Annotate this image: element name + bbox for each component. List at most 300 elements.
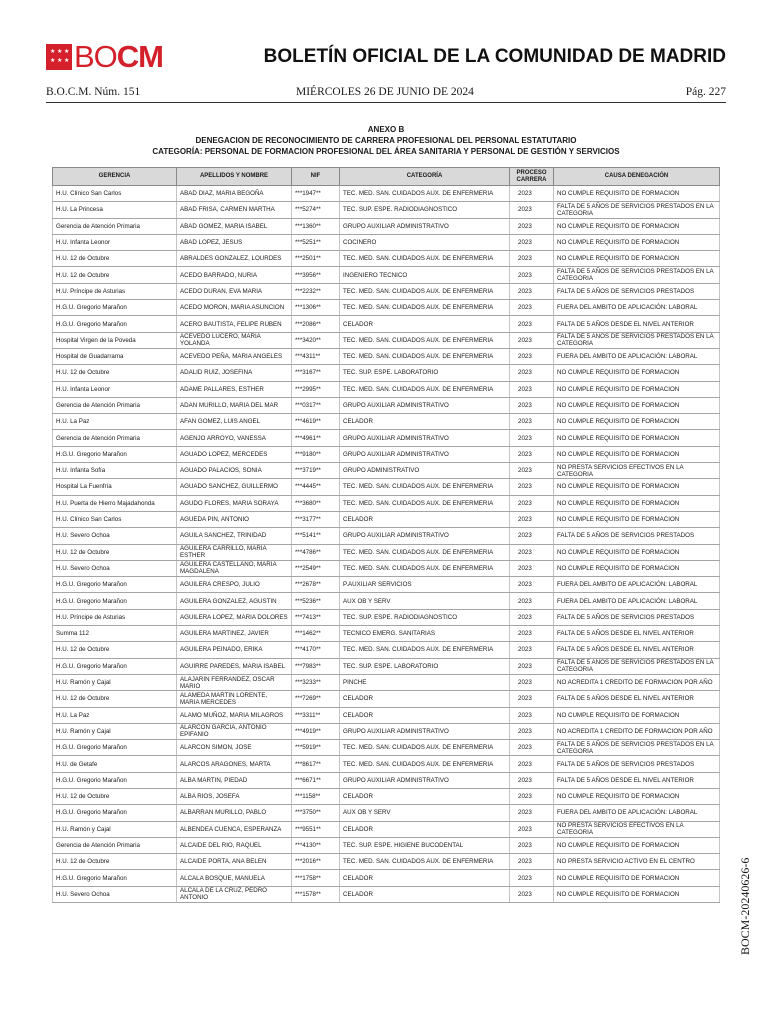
logo-text-cm: CM xyxy=(116,39,164,74)
cell-nif: ***1758** xyxy=(292,870,340,886)
table-row xyxy=(53,805,720,821)
cell-causa: NO CUMPLE REQUISITO DE FORMACION xyxy=(554,544,720,560)
cell-proceso: 2023 xyxy=(510,642,554,658)
cell-categoria: TECNICO EMERG. SANITARIAS xyxy=(340,626,510,642)
cell-nif: ***5274** xyxy=(292,202,340,218)
cell-gerencia: H.G.U. Gregorio Marañon xyxy=(53,805,177,821)
table-row xyxy=(53,886,720,902)
table-row xyxy=(53,854,720,870)
cell-apellidos: AFAN GOMEZ, LUIS ANGEL xyxy=(177,414,292,430)
cell-categoria: GRUPO AUXILIAR ADMINISTRATIVO xyxy=(340,528,510,544)
cell-nif: ***4619** xyxy=(292,414,340,430)
cell-gerencia: H.U. Príncipe de Asturias xyxy=(53,283,177,299)
cell-nif: ***4130** xyxy=(292,837,340,853)
table-row xyxy=(53,316,720,332)
table-row xyxy=(53,397,720,413)
cell-apellidos: ACERO BAUTISTA, FELIPE RUBEN xyxy=(177,316,292,332)
cell-causa: NO CUMPLE REQUISITO DE FORMACION xyxy=(554,430,720,446)
cell-apellidos: AGUILERA LOPEZ, MARIA DOLORES xyxy=(177,609,292,625)
cell-apellidos: AGUDO FLORES, MARIA SORAYA xyxy=(177,495,292,511)
denial-table xyxy=(52,167,720,903)
cell-gerencia: H.U. 12 de Octubre xyxy=(53,854,177,870)
table-row xyxy=(53,332,720,348)
cell-gerencia: Gerencia de Atención Primaria xyxy=(53,430,177,446)
header-rule xyxy=(46,102,726,103)
cell-nif: ***2678** xyxy=(292,577,340,593)
issue-date: MIÉRCOLES 26 DE JUNIO DE 2024 xyxy=(296,86,474,98)
cell-causa: NO ACREDITA 1 CREDITO DE FORMACION POR AÑO xyxy=(554,723,720,739)
cell-nif: ***1158** xyxy=(292,788,340,804)
table-row xyxy=(53,691,720,707)
cell-gerencia: H.U. 12 de Octubre xyxy=(53,251,177,267)
table-row xyxy=(53,544,720,560)
cell-apellidos: ALARCOS ARAGONES, MARTA xyxy=(177,756,292,772)
table-row xyxy=(53,479,720,495)
cell-apellidos: ALAMO MUÑOZ, MARIA MILAGROS xyxy=(177,707,292,723)
cell-nif: ***4919** xyxy=(292,723,340,739)
cell-causa: NO CUMPLE REQUISITO DE FORMACION xyxy=(554,397,720,413)
table-row xyxy=(53,365,720,381)
cell-proceso: 2023 xyxy=(510,430,554,446)
cell-gerencia: H.G.U. Gregorio Marañon xyxy=(53,772,177,788)
table-row xyxy=(53,772,720,788)
cell-categoria: TEC. MED. SAN. CUIDADOS AUX. DE ENFERMERIA xyxy=(340,740,510,756)
table-row xyxy=(53,234,720,250)
cell-proceso: 2023 xyxy=(510,446,554,462)
annex-heading xyxy=(46,124,726,157)
cell-causa: NO CUMPLE REQUISITO DE FORMACION xyxy=(554,381,720,397)
cell-causa: NO CUMPLE REQUISITO DE FORMACION xyxy=(554,870,720,886)
cell-proceso: 2023 xyxy=(510,381,554,397)
cell-proceso: 2023 xyxy=(510,463,554,479)
table-row xyxy=(53,202,720,218)
cell-gerencia: H.U. 12 de Octubre xyxy=(53,267,177,283)
cell-proceso: 2023 xyxy=(510,772,554,788)
cell-proceso: 2023 xyxy=(510,316,554,332)
cell-gerencia: H.U. Ramón y Cajal xyxy=(53,723,177,739)
cell-nif: ***8617** xyxy=(292,756,340,772)
cell-causa: NO CUMPLE REQUISITO DE FORMACION xyxy=(554,414,720,430)
cell-apellidos: AGUADO SANCHEZ, GUILLERMO xyxy=(177,479,292,495)
annex-title: ANEXO B xyxy=(367,125,405,134)
cell-categoria: TEC. MED. SAN. CUIDADOS AUX. DE ENFERMERIA xyxy=(340,283,510,299)
cell-categoria: TEC. MED. SAN. CUIDADOS AUX. DE ENFERMERIA xyxy=(340,854,510,870)
cell-categoria: AUX OB Y SERV xyxy=(340,593,510,609)
cell-causa: NO CUMPLE REQUISITO DE FORMACION xyxy=(554,511,720,527)
cell-categoria: GRUPO AUXILIAR ADMINISTRATIVO xyxy=(340,446,510,462)
cell-apellidos: ALARCON SIMON, JOSE xyxy=(177,740,292,756)
annex-category: CATEGORÍA: PERSONAL DE FORMACION PROFESIONAL DEL ÁREA SANITARIA Y PERSONAL DE GESTIÓN Y SERVICIOS xyxy=(152,147,620,156)
cell-categoria: INGENIERO TECNICO xyxy=(340,267,510,283)
cell-causa: FALTA DE 5 AÑOS DESDE EL NIVEL ANTERIOR xyxy=(554,691,720,707)
cell-gerencia: Gerencia de Atención Primaria xyxy=(53,837,177,853)
table-row xyxy=(53,414,720,430)
cell-proceso: 2023 xyxy=(510,267,554,283)
cell-categoria: TEC. MED. SAN. CUIDADOS AUX. DE ENFERMERIA xyxy=(340,348,510,364)
cell-gerencia: H.G.U. Gregorio Marañon xyxy=(53,593,177,609)
table-row xyxy=(53,642,720,658)
cell-causa: NO CUMPLE REQUISITO DE FORMACION xyxy=(554,837,720,853)
cell-causa: NO CUMPLE REQUISITO DE FORMACION xyxy=(554,495,720,511)
table-row xyxy=(53,511,720,527)
cell-causa: FALTA DE 5 AÑOS DE SERVICIOS PRESTADOS xyxy=(554,528,720,544)
cell-nif: ***3177** xyxy=(292,511,340,527)
cell-nif: ***5919** xyxy=(292,740,340,756)
table-row xyxy=(53,251,720,267)
cell-proceso: 2023 xyxy=(510,691,554,707)
cell-nif: ***2549** xyxy=(292,560,340,576)
col-header-nif: NIF xyxy=(292,168,340,186)
table-row xyxy=(53,463,720,479)
cell-proceso: 2023 xyxy=(510,788,554,804)
cell-nif: ***6671** xyxy=(292,772,340,788)
cell-proceso: 2023 xyxy=(510,479,554,495)
cell-proceso: 2023 xyxy=(510,577,554,593)
cell-categoria: TEC. MED. SAN. CUIDADOS AUX. DE ENFERMERIA xyxy=(340,251,510,267)
cell-proceso: 2023 xyxy=(510,756,554,772)
cell-causa: NO CUMPLE REQUISITO DE FORMACION xyxy=(554,446,720,462)
cell-apellidos: AGUADO LOPEZ, MERCEDES xyxy=(177,446,292,462)
publication-title: BOLETÍN OFICIAL DE LA COMUNIDAD DE MADRID xyxy=(263,46,726,67)
cell-categoria: TEC. MED. SAN. CUIDADOS AUX. DE ENFERMERIA xyxy=(340,756,510,772)
cell-gerencia: H.U. 12 de Octubre xyxy=(53,788,177,804)
cell-nif: ***0317** xyxy=(292,397,340,413)
cell-causa: FALTA DE 5 AÑOS DE SERVICIOS PRESTADOS xyxy=(554,283,720,299)
cell-proceso: 2023 xyxy=(510,886,554,902)
cell-gerencia: H.U. Infanta Leonor xyxy=(53,234,177,250)
cell-gerencia: H.G.U. Gregorio Marañon xyxy=(53,740,177,756)
cell-apellidos: ABAD DIAZ, MARIA BEGOÑA xyxy=(177,186,292,202)
table-row xyxy=(53,528,720,544)
cell-gerencia: H.U. Príncipe de Asturias xyxy=(53,609,177,625)
cell-gerencia: H.U. La Princesa xyxy=(53,202,177,218)
cell-apellidos: AGUILERA PEINADO, ERIKA xyxy=(177,642,292,658)
cell-proceso: 2023 xyxy=(510,837,554,853)
table-header-row xyxy=(53,168,720,186)
cell-categoria: CELADOR xyxy=(340,414,510,430)
cell-gerencia: Hospital de Guadarrama xyxy=(53,348,177,364)
cell-gerencia: H.U. Ramón y Cajal xyxy=(53,821,177,837)
cell-nif: ***2995** xyxy=(292,381,340,397)
cell-nif: ***3420** xyxy=(292,332,340,348)
cell-nif: ***2086** xyxy=(292,316,340,332)
table-row xyxy=(53,593,720,609)
cell-gerencia: H.U. Ramón y Cajal xyxy=(53,674,177,690)
cell-gerencia: H.G.U. Gregorio Marañon xyxy=(53,300,177,316)
cell-causa: NO CUMPLE REQUISITO DE FORMACION xyxy=(554,788,720,804)
cell-causa: NO CUMPLE REQUISITO DE FORMACION xyxy=(554,365,720,381)
page-number: Pág. 227 xyxy=(685,86,726,98)
cell-proceso: 2023 xyxy=(510,626,554,642)
cell-nif: ***3167** xyxy=(292,365,340,381)
cell-causa: NO CUMPLE REQUISITO DE FORMACION xyxy=(554,479,720,495)
cell-proceso: 2023 xyxy=(510,674,554,690)
cell-categoria: TEC. MED. SAN. CUIDADOS AUX. DE ENFERMERIA xyxy=(340,560,510,576)
cell-nif: ***1462** xyxy=(292,626,340,642)
cell-gerencia: H.G.U. Gregorio Marañon xyxy=(53,658,177,674)
table-row xyxy=(53,821,720,837)
cell-proceso: 2023 xyxy=(510,854,554,870)
cell-apellidos: ALCAIDE PORTA, ANA BELEN xyxy=(177,854,292,870)
cell-causa: FALTA DE 5 AÑOS DESDE EL NIVEL ANTERIOR xyxy=(554,642,720,658)
cell-apellidos: ACEVEDO LUCERO, MARIA YOLANDA xyxy=(177,332,292,348)
cell-categoria: TEC. SUP. ESPE. RADIODIAGNOSTICO xyxy=(340,202,510,218)
cell-apellidos: ADAN MURILLO, MARIA DEL MAR xyxy=(177,397,292,413)
cell-gerencia: H.G.U. Gregorio Marañon xyxy=(53,870,177,886)
cell-causa: NO CUMPLE REQUISITO DE FORMACION xyxy=(554,886,720,902)
bocm-logo xyxy=(46,40,163,74)
cell-categoria: COCINERO xyxy=(340,234,510,250)
cell-gerencia: H.U. 12 de Octubre xyxy=(53,544,177,560)
cell-categoria: GRUPO AUXILIAR ADMINISTRATIVO xyxy=(340,430,510,446)
cell-nif: ***5236** xyxy=(292,593,340,609)
cell-categoria: CELADOR xyxy=(340,821,510,837)
cell-proceso: 2023 xyxy=(510,414,554,430)
cell-proceso: 2023 xyxy=(510,658,554,674)
cell-categoria: TEC. MED. SAN. CUIDADOS AUX. DE ENFERMERIA xyxy=(340,642,510,658)
cell-gerencia: H.U. Infanta Leonor xyxy=(53,381,177,397)
cell-categoria: TEC. MED. SAN. CUIDADOS AUX. DE ENFERMERIA xyxy=(340,381,510,397)
cell-nif: ***4961** xyxy=(292,430,340,446)
table-row xyxy=(53,283,720,299)
cell-gerencia: Summa 112 xyxy=(53,626,177,642)
cell-proceso: 2023 xyxy=(510,300,554,316)
cell-causa: NO CUMPLE REQUISITO DE FORMACION xyxy=(554,234,720,250)
table-row xyxy=(53,300,720,316)
madrid-stars-icon: ★ ★ ★ ★ ★ ★ xyxy=(46,44,72,70)
cell-gerencia: H.U. La Paz xyxy=(53,414,177,430)
cell-apellidos: ALARCON GARCIA, ANTONIO EPIFANIO xyxy=(177,723,292,739)
cell-proceso: 2023 xyxy=(510,528,554,544)
cell-causa: FUERA DEL AMBITO DE APLICACIÓN: LABORAL xyxy=(554,348,720,364)
cell-categoria: TEC. SUP. ESPE. LABORATORIO xyxy=(340,658,510,674)
table-row xyxy=(53,837,720,853)
cell-proceso: 2023 xyxy=(510,397,554,413)
cell-categoria: PINCHE xyxy=(340,674,510,690)
cell-causa: NO CUMPLE REQUISITO DE FORMACION xyxy=(554,186,720,202)
cell-apellidos: ALAJARIN FERRANDEZ, OSCAR MARIO xyxy=(177,674,292,690)
cell-causa: NO PRESTA SERVICIOS EFECTIVOS EN LA CATEGORIA xyxy=(554,821,720,837)
cell-nif: ***4445** xyxy=(292,479,340,495)
table-row xyxy=(53,446,720,462)
cell-categoria: TEC. MED. SAN. CUIDADOS AUX. DE ENFERMERIA xyxy=(340,186,510,202)
cell-gerencia: H.U. Puerta de Hierro Majadahonda xyxy=(53,495,177,511)
table-row xyxy=(53,609,720,625)
cell-proceso: 2023 xyxy=(510,870,554,886)
cell-nif: ***5251** xyxy=(292,234,340,250)
cell-causa: FUERA DEL AMBITO DE APLICACIÓN: LABORAL xyxy=(554,577,720,593)
cell-proceso: 2023 xyxy=(510,740,554,756)
cell-categoria: AUX OB Y SERV xyxy=(340,805,510,821)
cell-proceso: 2023 xyxy=(510,234,554,250)
cell-causa: NO CUMPLE REQUISITO DE FORMACION xyxy=(554,560,720,576)
cell-proceso: 2023 xyxy=(510,593,554,609)
cell-proceso: 2023 xyxy=(510,218,554,234)
cell-apellidos: ADALID RUIZ, JOSEFINA xyxy=(177,365,292,381)
cell-gerencia: Hospital La Fuenfría xyxy=(53,479,177,495)
cell-apellidos: ACEDO DURAN, EVA MARIA xyxy=(177,283,292,299)
table-row xyxy=(53,577,720,593)
cell-apellidos: AGENJO ARROYO, VANESSA xyxy=(177,430,292,446)
col-header-apellidos: APELLIDOS Y NOMBRE xyxy=(177,168,292,186)
cell-apellidos: ADAME PALLARES, ESTHER xyxy=(177,381,292,397)
cell-nif: ***5141** xyxy=(292,528,340,544)
cell-apellidos: AGUILERA CASTELLANO, MARIA MAGDALENA xyxy=(177,560,292,576)
issue-number: B.O.C.M. Núm. 151 xyxy=(46,86,141,98)
cell-categoria: CELADOR xyxy=(340,870,510,886)
cell-apellidos: ALCALA BOSQUE, MANUELA xyxy=(177,870,292,886)
cell-gerencia: H.U. de Getafe xyxy=(53,756,177,772)
cell-apellidos: AGUILERA MARTINEZ, JAVIER xyxy=(177,626,292,642)
cell-nif: ***1360** xyxy=(292,218,340,234)
table-row xyxy=(53,740,720,756)
table-row xyxy=(53,756,720,772)
table-row xyxy=(53,870,720,886)
table-row xyxy=(53,626,720,642)
cell-apellidos: ACEDO MORON, MARIA ASUNCION xyxy=(177,300,292,316)
cell-categoria: GRUPO ADMINISTRATIVO xyxy=(340,463,510,479)
cell-proceso: 2023 xyxy=(510,560,554,576)
cell-proceso: 2023 xyxy=(510,251,554,267)
cell-proceso: 2023 xyxy=(510,283,554,299)
cell-proceso: 2023 xyxy=(510,609,554,625)
cell-categoria: CELADOR xyxy=(340,691,510,707)
cell-categoria: TEC. MED. SAN. CUIDADOS AUX. DE ENFERMERIA xyxy=(340,300,510,316)
cell-nif: ***2016** xyxy=(292,854,340,870)
cell-gerencia: H.U. La Paz xyxy=(53,707,177,723)
cell-proceso: 2023 xyxy=(510,805,554,821)
cell-apellidos: ALBARRAN MURILLO, PABLO xyxy=(177,805,292,821)
cell-nif: ***7983** xyxy=(292,658,340,674)
cell-categoria: TEC. SUP. ESPE. RADIODIAGNOSTICO xyxy=(340,609,510,625)
cell-categoria: GRUPO AUXILIAR ADMINISTRATIVO xyxy=(340,397,510,413)
table-row xyxy=(53,381,720,397)
cell-apellidos: AGUILERA GONZALEZ, AGUSTIN xyxy=(177,593,292,609)
cell-nif: ***3233** xyxy=(292,674,340,690)
cell-gerencia: H.G.U. Gregorio Marañon xyxy=(53,577,177,593)
cell-categoria: TEC. MED. SAN. CUIDADOS AUX. DE ENFERMERIA xyxy=(340,479,510,495)
table-row xyxy=(53,430,720,446)
cell-nif: ***3750** xyxy=(292,805,340,821)
cell-apellidos: ALAMEDA MARTIN LORENTE, MARIA MERCEDES xyxy=(177,691,292,707)
cell-categoria: CELADOR xyxy=(340,511,510,527)
cell-proceso: 2023 xyxy=(510,332,554,348)
cell-nif: ***2501** xyxy=(292,251,340,267)
cell-apellidos: AGUADO PALACIOS, SONIA xyxy=(177,463,292,479)
col-header-proceso: PROCESO CARRERA xyxy=(510,168,554,186)
cell-gerencia: H.U. Clínico San Carlos xyxy=(53,511,177,527)
cell-causa: NO PRESTA SERVICIOS EFECTIVOS EN LA CATEGORIA xyxy=(554,463,720,479)
cell-gerencia: H.G.U. Gregorio Marañon xyxy=(53,446,177,462)
cell-causa: FUERA DEL AMBITO DE APLICACIÓN: LABORAL xyxy=(554,300,720,316)
cell-causa: FALTA DE 5 AÑOS DESDE EL NIVEL ANTERIOR xyxy=(554,316,720,332)
cell-categoria: GRUPO AUXILIAR ADMINISTRATIVO xyxy=(340,723,510,739)
cell-categoria: CELADOR xyxy=(340,707,510,723)
cell-causa: FALTA DE 5 AÑOS DE SERVICIOS PRESTADOS xyxy=(554,756,720,772)
cell-gerencia: H.U. 12 de Octubre xyxy=(53,365,177,381)
cell-apellidos: ACEDO BARRADO, NURIA xyxy=(177,267,292,283)
col-header-causa: CAUSA DENEGACIÓN xyxy=(554,168,720,186)
cell-nif: ***2232** xyxy=(292,283,340,299)
table-row xyxy=(53,267,720,283)
cell-categoria: TEC. MED. SAN. CUIDADOS AUX. DE ENFERMERIA xyxy=(340,495,510,511)
cell-apellidos: ACEVEDO PEÑA, MARIA ANGELES xyxy=(177,348,292,364)
cell-apellidos: ALBA MARTIN, PIEDAD xyxy=(177,772,292,788)
cell-apellidos: AGUEDA PIN, ANTONIO xyxy=(177,511,292,527)
table-body xyxy=(53,186,720,903)
cell-categoria: CELADOR xyxy=(340,316,510,332)
table-row xyxy=(53,218,720,234)
cell-nif: ***1306** xyxy=(292,300,340,316)
cell-causa: NO CUMPLE REQUISITO DE FORMACION xyxy=(554,218,720,234)
cell-apellidos: AGUILERA CRESPO, JULIO xyxy=(177,577,292,593)
cell-proceso: 2023 xyxy=(510,821,554,837)
cell-causa: NO CUMPLE REQUISITO DE FORMACION xyxy=(554,251,720,267)
cell-proceso: 2023 xyxy=(510,495,554,511)
cell-apellidos: ABAD LOPEZ, JESUS xyxy=(177,234,292,250)
cell-gerencia: Hospital Virgen de la Poveda xyxy=(53,332,177,348)
cell-gerencia: H.U. Clínico San Carlos xyxy=(53,186,177,202)
table-row xyxy=(53,674,720,690)
table-row xyxy=(53,707,720,723)
cell-apellidos: AGUIRRE PAREDES, MARIA ISABEL xyxy=(177,658,292,674)
cell-causa: FALTA DE 5 AÑOS DE SERVICIOS PRESTADOS EN LA CATEGORIA xyxy=(554,202,720,218)
cell-nif: ***3956** xyxy=(292,267,340,283)
cell-nif: ***4170** xyxy=(292,642,340,658)
cell-nif: ***3680** xyxy=(292,495,340,511)
cell-gerencia: H.U. Infanta Sofía xyxy=(53,463,177,479)
cell-proceso: 2023 xyxy=(510,544,554,560)
cell-causa: FALTA DE 5 AÑOS DESDE EL NIVEL ANTERIOR xyxy=(554,772,720,788)
cell-proceso: 2023 xyxy=(510,723,554,739)
cell-apellidos: AGUILA SANCHEZ, TRINIDAD xyxy=(177,528,292,544)
cell-categoria: GRUPO AUXILIAR ADMINISTRATIVO xyxy=(340,772,510,788)
cell-nif: ***4311** xyxy=(292,348,340,364)
table-row xyxy=(53,495,720,511)
cell-apellidos: ALCAIDE DEL RIO, RAQUEL xyxy=(177,837,292,853)
cell-nif: ***9180** xyxy=(292,446,340,462)
cell-apellidos: ALBA RIOS, JOSEFA xyxy=(177,788,292,804)
cell-causa: FALTA DE 5 AÑOS DESDE EL NIVEL ANTERIOR xyxy=(554,626,720,642)
table-row xyxy=(53,788,720,804)
cell-categoria: TEC. SUP. ESPE. HIGIENE BUCODENTAL xyxy=(340,837,510,853)
table-row xyxy=(53,723,720,739)
cell-nif: ***1947** xyxy=(292,186,340,202)
table-row xyxy=(53,348,720,364)
cell-categoria: TEC. MED. SAN. CUIDADOS AUX. DE ENFERMERIA xyxy=(340,544,510,560)
cell-causa: NO PRESTA SERVICIO ACTIVO EN EL CENTRO xyxy=(554,854,720,870)
cell-apellidos: ALCALA DE LA CRUZ, PEDRO ANTONIO xyxy=(177,886,292,902)
cell-categoria: P.AUXILIAR SERVICIOS xyxy=(340,577,510,593)
cell-gerencia: H.U. 12 de Octubre xyxy=(53,642,177,658)
cell-nif: ***7269** xyxy=(292,691,340,707)
cell-causa: NO CUMPLE REQUISITO DE FORMACION xyxy=(554,707,720,723)
cell-apellidos: AGUILERA CARRILLO, MARIA ESTHER xyxy=(177,544,292,560)
cell-proceso: 2023 xyxy=(510,511,554,527)
cell-gerencia: H.U. Severo Ochoa xyxy=(53,886,177,902)
cell-categoria: TEC. SUP. ESPE. LABORATORIO xyxy=(340,365,510,381)
col-header-gerencia: GERENCIA xyxy=(53,168,177,186)
cell-causa: FALTA DE 5 AÑOS DE SERVICIOS PRESTADOS xyxy=(554,609,720,625)
col-header-categoria: CATEGORÍA xyxy=(340,168,510,186)
cell-categoria: GRUPO AUXILIAR ADMINISTRATIVO xyxy=(340,218,510,234)
cell-proceso: 2023 xyxy=(510,186,554,202)
annex-subtitle: DENEGACION DE RECONOCIMIENTO DE CARRERA PROFESIONAL DEL PERSONAL ESTATUTARIO xyxy=(195,136,577,145)
cell-gerencia: Gerencia de Atención Primaria xyxy=(53,218,177,234)
cell-proceso: 2023 xyxy=(510,202,554,218)
cell-categoria: CELADOR xyxy=(340,788,510,804)
cell-nif: ***3719** xyxy=(292,463,340,479)
